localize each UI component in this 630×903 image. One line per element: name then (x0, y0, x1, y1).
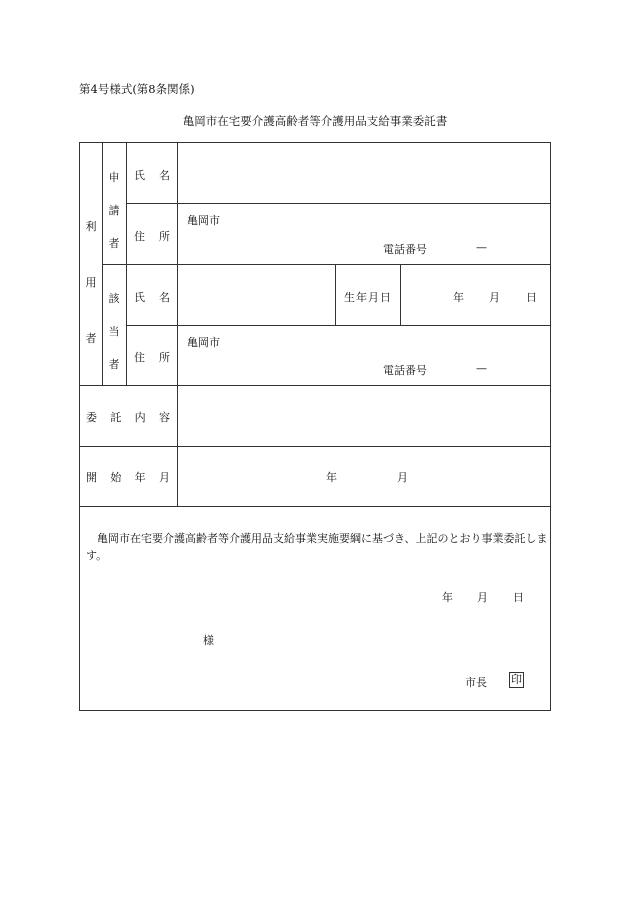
applicant-phone-dash: — (476, 241, 487, 254)
applicant-phone-label: 電話番号 (383, 243, 427, 256)
col-divider (335, 264, 336, 325)
applicant-address-prefix: 亀岡市 (187, 214, 220, 227)
row-divider (126, 203, 551, 204)
form-number: 第4号様式(第8条関係) (79, 82, 195, 96)
birth-year-unit: 年 (453, 291, 464, 304)
row-divider (80, 385, 551, 386)
subject-name-label: 氏 名 (134, 291, 170, 304)
row-divider (80, 506, 551, 507)
start-year-unit: 年 (326, 471, 337, 484)
row-divider (80, 446, 551, 447)
consignment-form-table (79, 142, 551, 711)
consignment-label: 委 託 内 容 (86, 411, 170, 424)
statement-month-unit: 月 (477, 591, 488, 604)
statement-text: 亀岡市在宅要介護高齢者等介護用品支給事業実施要綱に基づき、上記のとおり事業委託します。 (86, 532, 548, 562)
birthdate-label: 生年月日 (344, 291, 392, 304)
seal-mark: 印 (511, 673, 522, 686)
row-divider (126, 325, 551, 326)
applicant-label: 申 請 者 (108, 171, 120, 250)
birth-month-unit: 月 (489, 291, 500, 304)
user-section-label: 利 用 者 (85, 220, 97, 345)
subject-phone-label: 電話番号 (383, 364, 427, 377)
subject-address-label: 住 所 (134, 351, 170, 364)
addressee-suffix: 様 (203, 634, 214, 647)
mayor-label: 市長 (465, 676, 487, 689)
start-label: 開 始 年 月 (86, 471, 170, 484)
col-divider (400, 264, 401, 325)
birth-day-unit: 日 (526, 291, 537, 304)
page-title: 亀岡市在宅要介護高齢者等介護用品支給事業委託書 (182, 114, 448, 128)
subject-address-prefix: 亀岡市 (187, 336, 220, 349)
subject-label: 該 当 者 (108, 292, 120, 371)
row-divider (103, 264, 551, 265)
applicant-name-label: 氏 名 (134, 169, 170, 182)
statement-day-unit: 日 (513, 591, 524, 604)
applicant-address-label: 住 所 (134, 230, 170, 243)
col-divider (102, 143, 103, 385)
statement-year-unit: 年 (442, 591, 453, 604)
subject-phone-dash: — (476, 362, 487, 375)
start-month-unit: 月 (397, 471, 408, 484)
col-divider (177, 143, 178, 506)
col-divider (126, 143, 127, 385)
